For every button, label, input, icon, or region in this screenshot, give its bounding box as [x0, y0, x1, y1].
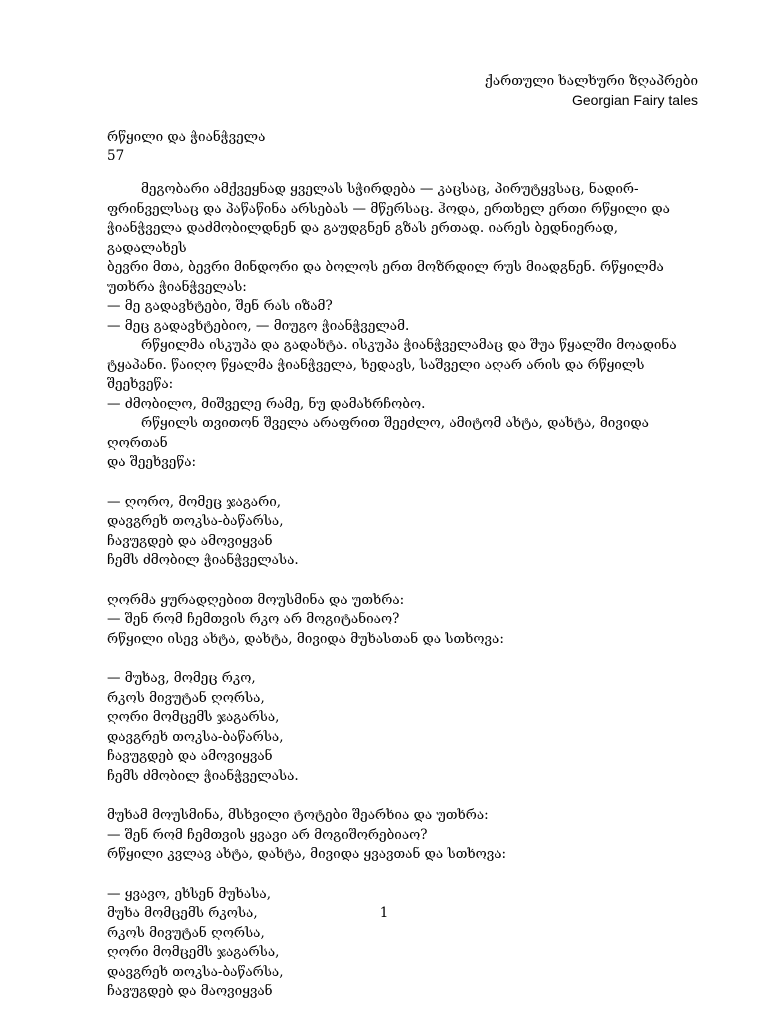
verse-line: რკოს მივუტან ღორსა, — [107, 689, 265, 706]
dialogue-line: — ძმობილო, მიშველე რამე, ნუ დამახრჩობო. — [107, 395, 426, 412]
verse-line: ღორი მომცემს ჯაგარსა, — [107, 709, 280, 725]
text-line: ჭიანჭველა დაძმობილდნენ და გაუდგნენ გზას ერთად. იარეს ბედნიერად, გადალახეს — [107, 220, 619, 256]
paragraph-5 — [107, 806, 697, 865]
story-heading — [107, 128, 265, 166]
story-body — [107, 180, 697, 1002]
verse-line: მუხა მომცემს რკოსა, — [107, 905, 258, 921]
header-georgian-title: ქართული ხალხური ზღაპრები — [484, 73, 698, 89]
verse-1 — [107, 493, 697, 571]
text-line: რწყილი კვლავ ახტა, დახტა, მივიდა ყვავთან და სთხოვა: — [107, 846, 507, 862]
text-line: მეგობარი ამქვეყნად ყველას სჭირდება — კაცსაც, პირუტყვსაც, ნადირ- — [141, 181, 639, 197]
text-line: ფრინველსაც და პაწაწინა არსებას — მწერსაც. ჰოდა, ერთხელ ერთი რწყილი და — [107, 200, 670, 217]
story-number: 57 — [107, 148, 125, 164]
verse-line: ჩავუგდებ და მაოვიყვან — [107, 983, 273, 999]
verse-2 — [107, 669, 697, 786]
header — [485, 72, 698, 110]
text-line: რწყილს თვითონ შველა არაფრით შეეძლო, ამიტომ ახტა, დახტა, მივიდა ღორთან — [107, 415, 649, 451]
header-english-title: Georgian Fairy tales — [571, 92, 698, 108]
paragraph-3 — [107, 414, 697, 473]
verse-line: — მუხავ, მომეც რკო, — [107, 670, 256, 686]
text-line: მუხამ მოუსმინა, მსხვილი ტოტები შეარხია და უთხრა: — [107, 807, 489, 823]
dialogue-line: — მე გადავხტები, შენ რას იზამ? — [107, 298, 333, 314]
verse-line: ჩემს ძმობილ ჭიანჭველასა. — [107, 552, 299, 568]
paragraph-2 — [107, 336, 697, 395]
text-line: ტყაპანი. წაიღო წყალმა ჭიანჭველა, ხედავს, საშველი აღარ არის და რწყილს — [107, 356, 645, 373]
verse-line: ჩავუგდებ და ამოვიყვან — [107, 532, 273, 549]
page-number: 1 — [379, 905, 389, 921]
verse-line: დავგრეხ თოკსა-ბაწარსა, — [107, 963, 284, 980]
verse-line: — ყვავო, ეხსენ მუხასა, — [107, 885, 271, 902]
verse-line: ჩავუგდებ და ამოვიყვან — [107, 748, 273, 764]
paragraph-4 — [107, 591, 697, 650]
verse-line: ღორი მომცემს ჯაგარსა, — [107, 944, 280, 960]
verse-line: რკოს მივუტან ღორსა, — [107, 924, 265, 941]
text-line: ბევრი მთა, ბევრი მინდორი და ბოლოს ერთ მოზრდილ რუს მიადგნენ. რწყილმა — [107, 259, 664, 275]
text-line: რწყილმა ისკუპა და გადახტა. ისკუპა ჭიანჭველამაც და შუა წყალში მოადინა — [141, 337, 677, 353]
verse-line: — ღორო, მომეც ჯაგარი, — [107, 493, 282, 510]
verse-line: ჩემს ძმობილ ჭიანჭველასა. — [107, 767, 299, 784]
text-line: და შეეხვეწა: — [107, 454, 197, 470]
dialogue-line: — შენ რომ ჩემთვის ყვავი არ მოგიშორებიაო? — [107, 826, 428, 843]
story-title: რწყილი და ჭიანჭველა — [107, 129, 266, 145]
text-line: რწყილი ისევ ახტა, დახტა, მივიდა მუხასთან და სთხოვა: — [107, 630, 504, 647]
paragraph-1 — [107, 180, 697, 297]
dialogue-line: — მეც გადავხტებიო, — მიუგო ჭიანჭველამ. — [107, 317, 410, 334]
text-line: ღორმა ყურადღებით მოუსმინა და უთხრა: — [107, 591, 405, 608]
text-line: შეეხვეწა: — [107, 376, 174, 392]
text-line: უთხრა ჭიანჭველას: — [107, 278, 247, 295]
verse-line: დავგრეხ თოკსა-ბაწარსა, — [107, 513, 284, 529]
verse-line: დავგრეხ თოკსა-ბაწარსა, — [107, 728, 284, 745]
dialogue-line: — შენ რომ ჩემთვის რკო არ მოგიტანიაო? — [107, 611, 400, 627]
verse-3 — [107, 885, 697, 1002]
